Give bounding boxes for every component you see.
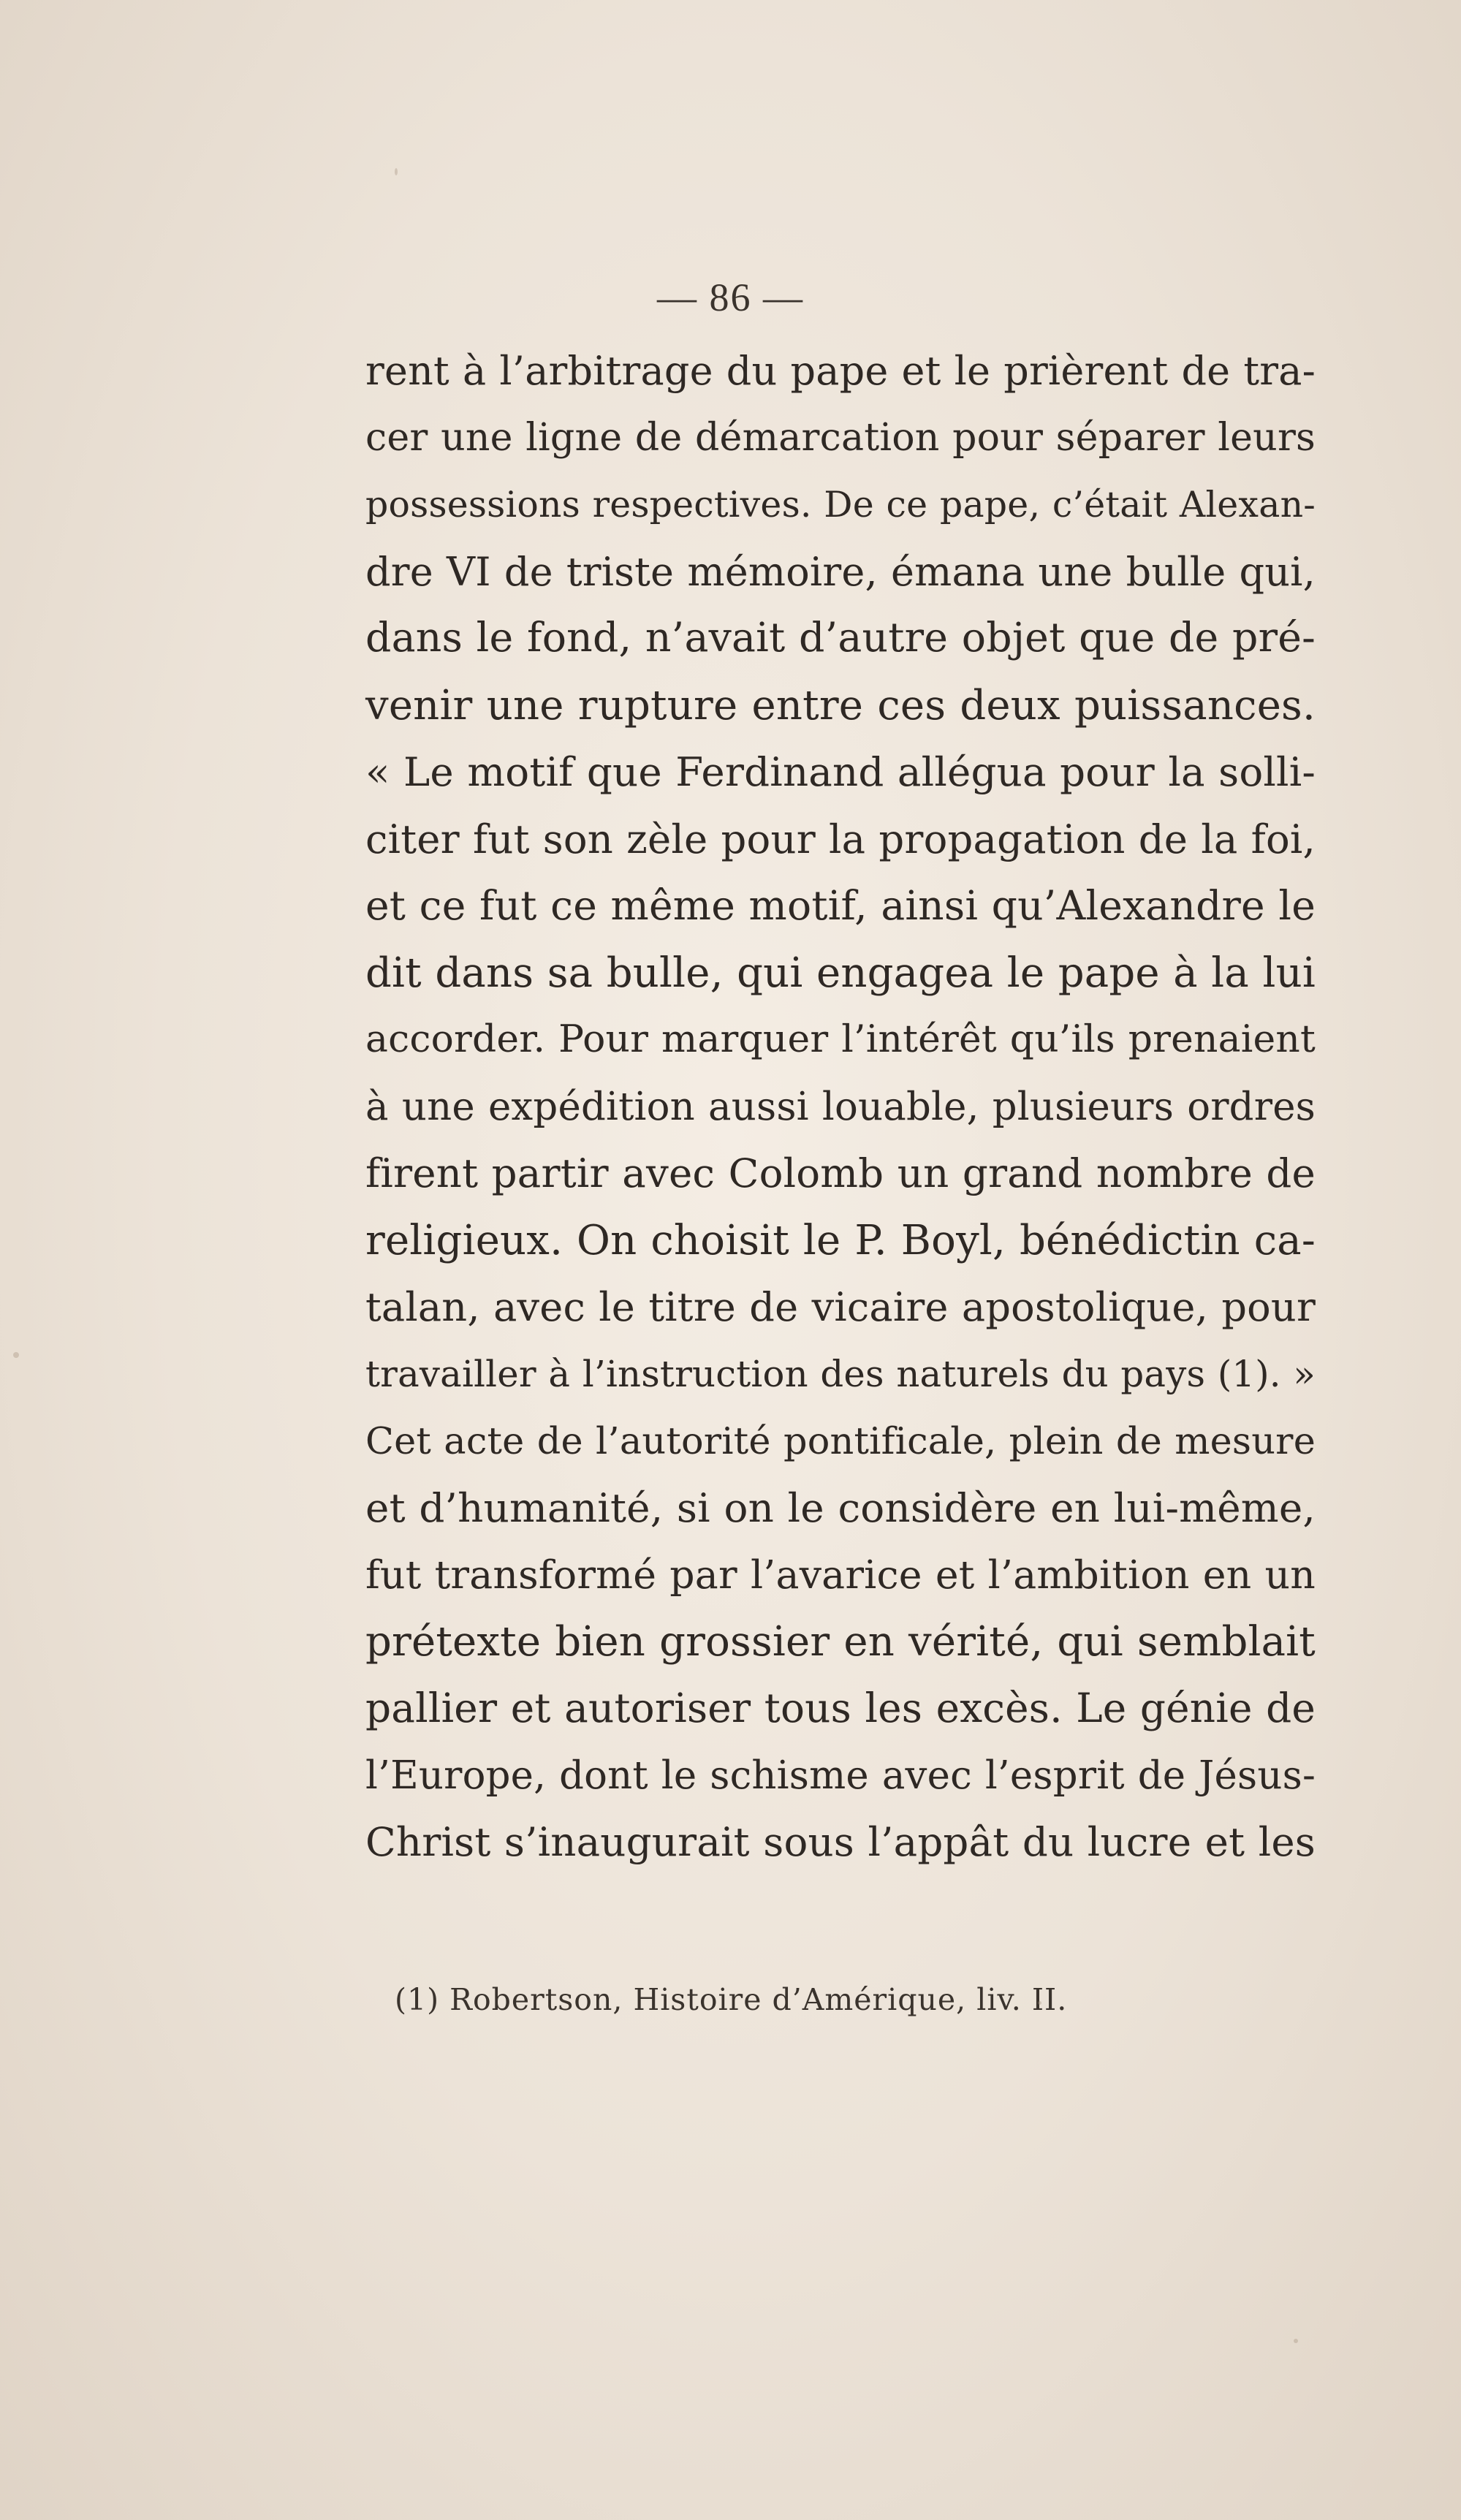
paper-speck [13,1352,19,1358]
paper-speck [395,168,398,175]
text-line: talan, avec le titre de vicaire apostolique, pour [365,1284,1316,1330]
text-line: dre VI de triste mémoire, émana une bulle qui, [365,548,1316,595]
text-line: cer une ligne de démarcation pour séparer leurs [365,415,1316,460]
text-line: citer fut son zèle pour la propagation de la foi, [365,816,1316,862]
body-text [365,338,1316,1876]
paper-speck [1038,2001,1041,2005]
text-line: et d’humanité, si on le considère en lui-même, [365,1484,1316,1531]
text-line: firent partir avec Colomb un grand nombre de [365,1150,1316,1196]
text-line: possessions respectives. De ce pape, c’était Alexan- [365,484,1316,525]
text-line: dit dans sa bulle, qui engagea le pape à la lui [365,949,1316,997]
text-line: « Le motif que Ferdinand allégua pour la solli- [365,748,1316,795]
page-number: — 86 — [657,276,804,319]
text-line: travailler à l’instruction des naturels du pays (1). » [365,1352,1316,1395]
text-line: Cet acte de l’autorité pontificale, plein de mesure [365,1419,1316,1462]
text-line: rent à l’arbitrage du pape et le prièrent de tra- [365,348,1316,394]
text-line: à une expédition aussi louable, plusieurs ordres [365,1084,1316,1129]
text-line: l’Europe, dont le schisme avec l’esprit de Jésus- [365,1753,1316,1798]
text-line: religieux. On choisit le P. Boyl, bénédictin ca- [365,1216,1316,1264]
text-line: pallier et autoriser tous les excès. Le génie de [365,1685,1316,1731]
text-line: venir une rupture entre ces deux puissances. [365,681,1316,729]
text-line: fut transformé par l’avarice et l’ambition en un [365,1552,1316,1598]
paper-speck [1294,2339,1298,2343]
text-line: dans le fond, n’avait d’autre objet que de pré- [365,615,1316,661]
text-line: et ce fut ce même motif, ainsi qu’Alexandre le [365,882,1316,929]
text-line: Christ s’inaugurait sous l’appât du lucre et les [365,1818,1316,1865]
footnote: (1) Robertson, Histoire d’Amérique, liv. II. [395,1982,1068,2017]
text-line: prétexte bien grossier en vérité, qui semblait [365,1617,1316,1666]
text-line: accorder. Pour marquer l’intérêt qu’ils prenaient [365,1017,1316,1061]
